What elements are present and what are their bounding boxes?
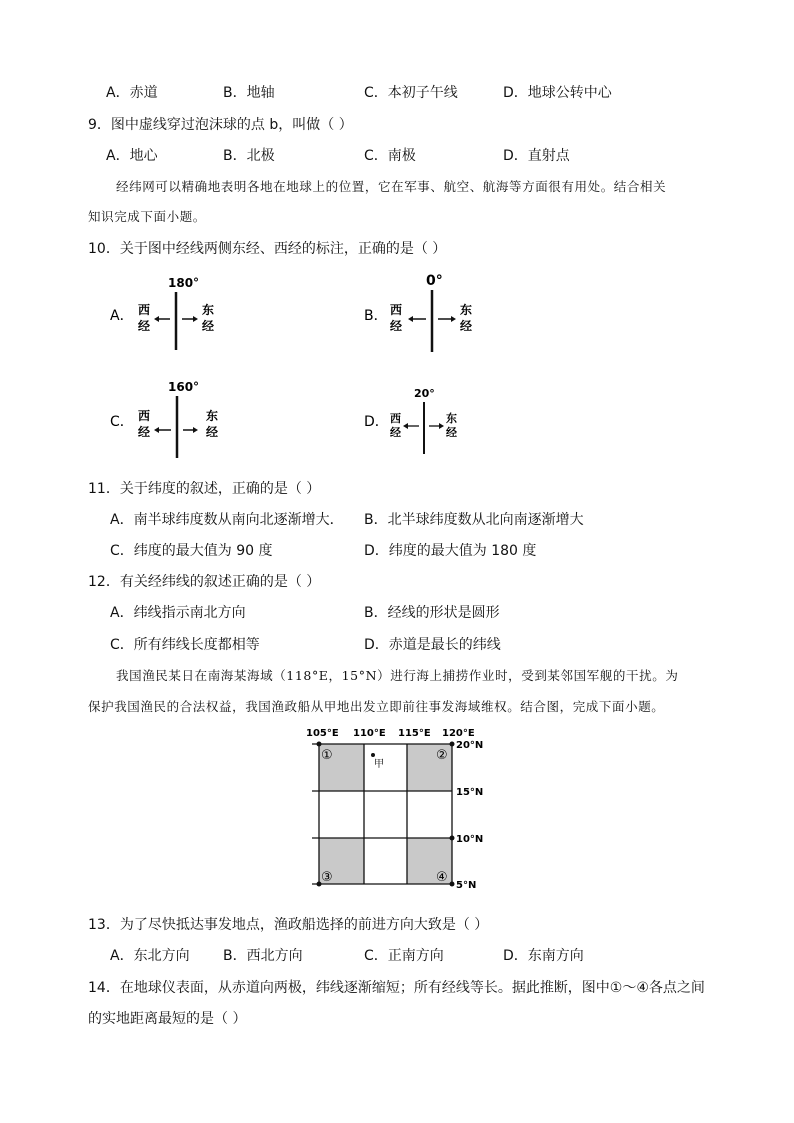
dot-120-10 (450, 836, 455, 841)
q14-line-2: 的实地距离最短的是（ ） (88, 1011, 247, 1027)
point-2-label: ② (436, 748, 448, 763)
q10-a-degree: 180° (168, 276, 200, 290)
passage-2-line-2: 保护我国渔民的合法权益，我国渔政船从甲地出发立即前往事发海域维权。结合图，完成下面小题。 (88, 699, 665, 714)
q10-option-d-figure (364, 382, 474, 458)
lon-label-110: 110°E (353, 728, 386, 739)
dot-120-5 (450, 882, 455, 887)
q8-option-d: D．地球公转中心 (503, 85, 612, 101)
jia-label: 甲 (374, 759, 384, 770)
point-4-label: ④ (436, 870, 448, 885)
lat-label-15: 15°N (456, 787, 484, 798)
q12-option-d: D．赤道是最长的纬线 (364, 637, 501, 653)
q10-c-west-2: 经 (138, 425, 151, 439)
q9-option-a: A．地心 (106, 148, 158, 164)
passage-1-line-2: 知识完成下面小题。 (88, 209, 206, 224)
q10-c-letter: C． (110, 414, 134, 430)
lon-label-120: 120°E (442, 728, 475, 739)
q9-stem: 9．图中虚线穿过泡沫球的点 b，叫做（ ） (88, 117, 353, 133)
q10-d-east-2: 经 (446, 426, 457, 439)
q11-option-c: C．纬度的最大值为 90 度 (110, 543, 273, 559)
point-1-label: ① (321, 748, 333, 763)
q9-option-b: B．北极 (223, 148, 275, 164)
q10-c-east-1: 东 (206, 409, 219, 423)
q10-a-west-1: 西 (138, 303, 151, 317)
q10-a-west-2: 经 (138, 319, 151, 333)
q10-d-letter: D． (364, 414, 389, 430)
q9-option-c: C．南极 (364, 148, 416, 164)
q12-option-a: A．纬线指示南北方向 (110, 605, 246, 621)
q9-option-d: D．直射点 (503, 148, 570, 164)
q10-c-east-2: 经 (206, 425, 219, 439)
q10-b-west-2: 经 (390, 319, 403, 333)
q10-d-west-2: 经 (390, 426, 401, 439)
q8-option-c: C．本初子午线 (364, 85, 458, 101)
dot-120-20 (450, 742, 455, 747)
lat-lon-grid-map (304, 722, 490, 892)
q10-d-east-1: 东 (446, 412, 457, 425)
q8-option-b: B．地轴 (223, 85, 275, 101)
q10-stem: 10．关于图中经线两侧东经、西经的标注，正确的是（ ） (88, 241, 447, 257)
q10-b-west-1: 西 (390, 303, 403, 317)
q10-d-degree: 20° (414, 387, 435, 400)
q10-b-east-2: 经 (460, 319, 473, 333)
q10-option-a-figure (110, 272, 240, 354)
lat-label-5: 5°N (456, 880, 477, 891)
q10-a-east-2: 经 (202, 319, 215, 333)
q12-stem: 12．有关经纬线的叙述正确的是（ ） (88, 574, 321, 590)
q10-option-c-figure (110, 376, 240, 460)
q13-option-a: A．东北方向 (110, 948, 190, 964)
q8-option-a: A．赤道 (106, 85, 158, 101)
q10-b-degree: 0° (426, 273, 443, 289)
jia-point (371, 753, 375, 757)
q12-option-c: C．所有纬线长度都相等 (110, 637, 260, 653)
point-3-label: ③ (321, 870, 333, 885)
q13-option-d: D．东南方向 (503, 948, 584, 964)
q10-c-degree: 160° (168, 380, 200, 394)
q10-d-west-1: 西 (390, 412, 401, 425)
q11-option-b: B．北半球纬度数从北向南逐渐增大 (364, 512, 584, 528)
q10-b-letter: B． (364, 308, 388, 324)
dot-105-20 (317, 742, 322, 747)
q13-option-b: B．西北方向 (223, 948, 303, 964)
q14-line-1: 14．在地球仪表面，从赤道向两极，纬线逐渐缩短；所有经线等长。据此推断，图中①～④各点之间 (88, 980, 705, 996)
q12-option-b: B．经线的形状是圆形 (364, 605, 500, 621)
q11-option-a: A．南半球纬度数从南向北逐渐增大． (110, 512, 344, 528)
q13-stem: 13．为了尽快抵达事发地点，渔政船选择的前进方向大致是（ ） (88, 917, 489, 933)
passage-1-line-1: 经纬网可以精确地表明各地在地球上的位置，它在军事、航空、航海等方面很有用处。结合相关 (116, 179, 667, 194)
q10-a-letter: A． (110, 308, 134, 324)
q10-a-east-1: 东 (202, 303, 215, 317)
lat-label-20: 20°N (456, 740, 484, 751)
lon-label-115: 115°E (398, 728, 431, 739)
q11-option-d: D．纬度的最大值为 180 度 (364, 543, 537, 559)
lon-label-105: 105°E (306, 728, 339, 739)
q10-c-west-1: 西 (138, 409, 151, 423)
q11-stem: 11．关于纬度的叙述，正确的是（ ） (88, 481, 321, 497)
q10-b-east-1: 东 (460, 303, 473, 317)
q10-option-b-figure (364, 270, 494, 354)
q13-option-c: C．正南方向 (364, 948, 444, 964)
lat-label-10: 10°N (456, 834, 484, 845)
passage-2-line-1: 我国渔民某日在南海某海域（118°E，15°N）进行海上捕捞作业时，受到某邻国军舰的干扰。为 (116, 668, 679, 683)
